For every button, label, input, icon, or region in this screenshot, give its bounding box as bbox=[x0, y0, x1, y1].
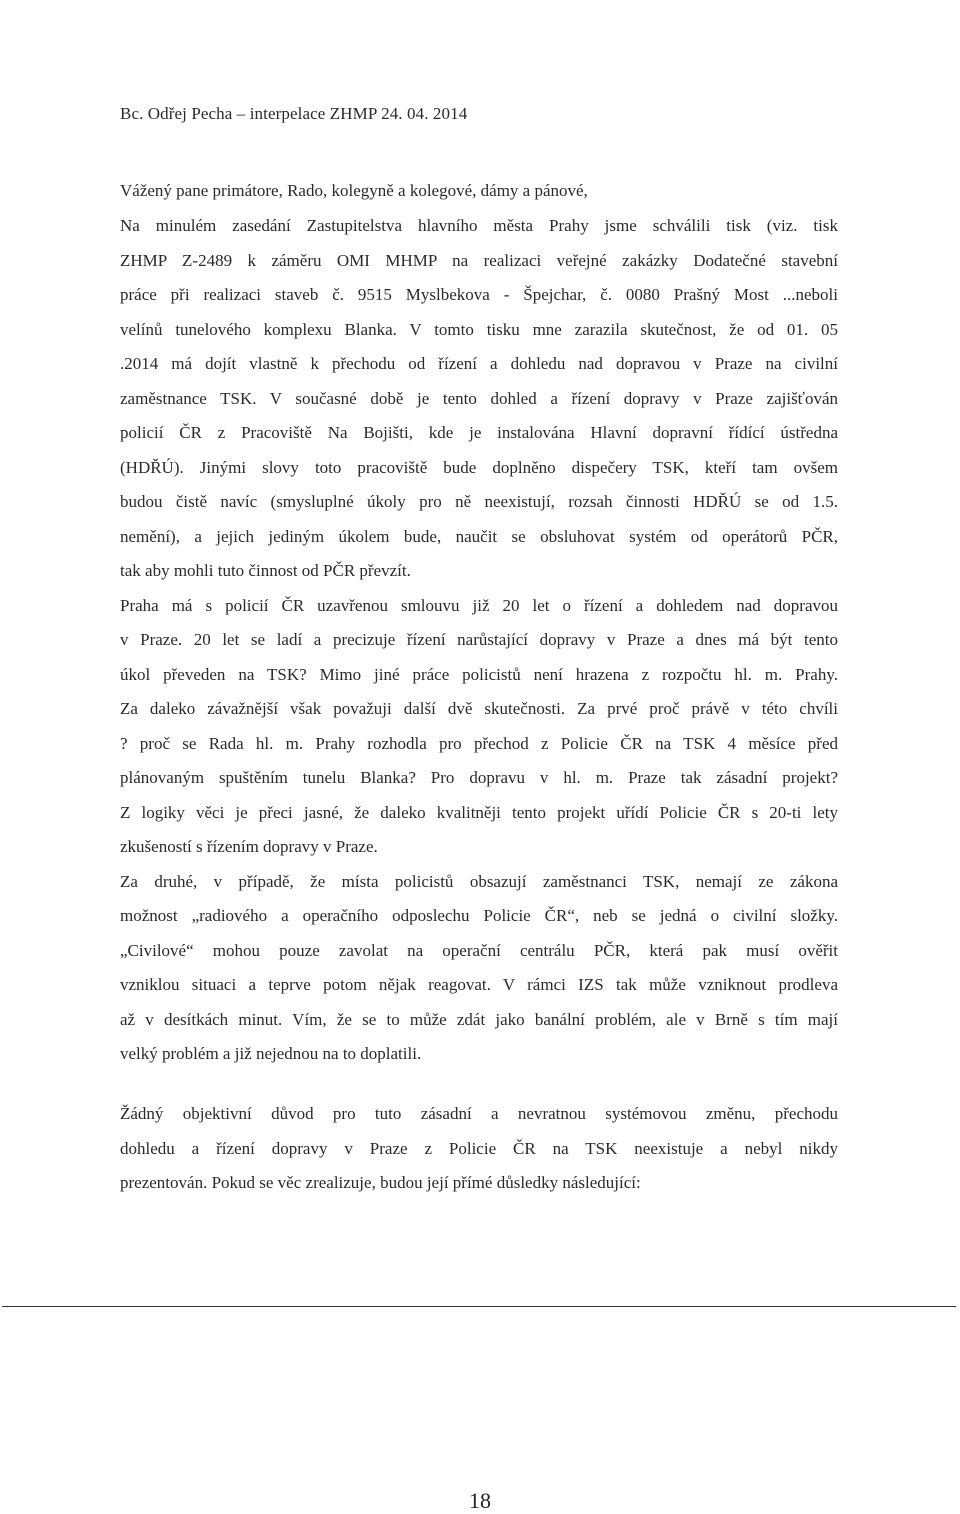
text-line: nemění), a jejich jediným úkolem bude, naučit se obsluhovat systém od operátorů PČR, bbox=[120, 526, 838, 546]
text-line: možnost „radiového a operačního odposlechu Policie ČR“, neb se jedná o civilní složky. bbox=[120, 906, 838, 925]
text-line: dohledu a řízení dopravy v Praze z Policie ČR na TSK neexistuje a nebyl nikdy bbox=[120, 1138, 838, 1158]
text-line: tak aby mohli tuto činnost od PČR převzít. bbox=[120, 561, 411, 580]
text-line: Praha má s policií ČR uzavřenou smlouvu již 20 let o řízení a dohledem nad dopravou bbox=[120, 595, 838, 615]
text-line: prezentován. Pokud se věc zrealizuje, budou její přímé důsledky následující: bbox=[120, 1173, 641, 1192]
text-line: (HDŘÚ). Jinými slovy toto pracoviště bude doplněno dispečery TSK, kteří tam ovšem bbox=[120, 457, 838, 477]
document-header: Bc. Odřej Pecha – interpelace ZHMP 24. 04. 2014 bbox=[120, 104, 468, 123]
text-line: vzniklou situaci a teprve potom nějak reagovat. V rámci IZS tak může vzniknout prodleva bbox=[120, 975, 838, 994]
paragraph-conclusion bbox=[120, 1097, 838, 1201]
text-line: ? proč se Rada hl. m. Prahy rozhodla pro přechod z Policie ČR na TSK 4 měsíce před bbox=[120, 733, 838, 753]
page-number: 18 bbox=[469, 1488, 491, 1513]
text-line: policií ČR z Pracoviště Na Bojišti, kde je instalována Hlavní dopravní řídící ústředna bbox=[120, 423, 838, 442]
text-line: .2014 má dojít vlastně k přechodu od řízení a dohledu nad dopravou v Praze na civilní bbox=[120, 354, 838, 373]
text-line: Žádný objektivní důvod pro tuto zásadní a nevratnou systémovou změnu, přechodu bbox=[120, 1104, 838, 1123]
text-line: zkušeností s řízením dopravy v Praze. bbox=[120, 837, 378, 856]
text-line: zaměstnance TSK. V současné době je tento dohled a řízení dopravy v Praze zajišťován bbox=[120, 388, 838, 408]
text-line: budou čistě navíc (smysluplné úkoly pro ně neexistují, rozsah činnosti HDŘÚ se od 1.5. bbox=[120, 492, 838, 511]
text-line: ZHMP Z-2489 k záměru OMI MHMP na realizaci veřejné zakázky Dodatečné stavební bbox=[120, 250, 838, 270]
text-line: „Civilové“ mohou pouze zavolat na operační centrálu PČR, která pak musí ověřit bbox=[120, 940, 838, 960]
text-line: velínů tunelového komplexu Blanka. V tomto tisku mne zarazila skutečnost, že od 01. 05 bbox=[120, 319, 838, 339]
text-line: v Praze. 20 let se ladí a precizuje řízení narůstající dopravy v Praze a dnes má být tento bbox=[120, 630, 838, 649]
text-line: Z logiky věci je přeci jasné, že daleko kvalitněji tento projekt uřídí Policie ČR s 20-ti lety bbox=[120, 802, 838, 822]
salutation: Vážený pane primátore, Rado, kolegyně a kolegové, dámy a pánové, bbox=[120, 181, 588, 200]
text-line: úkol převeden na TSK? Mimo jiné práce policistů není hrazena z rozpočtu hl. m. Prahy. bbox=[120, 664, 838, 684]
paragraph-main bbox=[120, 209, 838, 1072]
text-line: Na minulém zasedání Zastupitelstva hlavního města Prahy jsme schválili tisk (viz. tisk bbox=[120, 216, 838, 235]
text-line: velký problém a již nejednou na to doplatili. bbox=[120, 1044, 422, 1063]
text-line: Za druhé, v případě, že místa policistů obsazují zaměstnanci TSK, nemají ze zákona bbox=[120, 871, 838, 891]
text-line: práce při realizaci staveb č. 9515 Myslbekova - Špejchar, č. 0080 Prašný Most ...neboli bbox=[120, 285, 838, 304]
text-line: až v desítkách minut. Vím, že se to může zdát jako banální problém, ale v Brně s tím mají bbox=[120, 1009, 838, 1029]
text-line: plánovaným spuštěním tunelu Blanka? Pro dopravu v hl. m. Praze tak zásadní projekt? bbox=[120, 768, 838, 787]
text-line: Za daleko závažnější však považuji další dvě skutečnosti. Za prvé proč právě v této chvíli bbox=[120, 699, 838, 718]
footer-divider bbox=[2, 1306, 956, 1307]
